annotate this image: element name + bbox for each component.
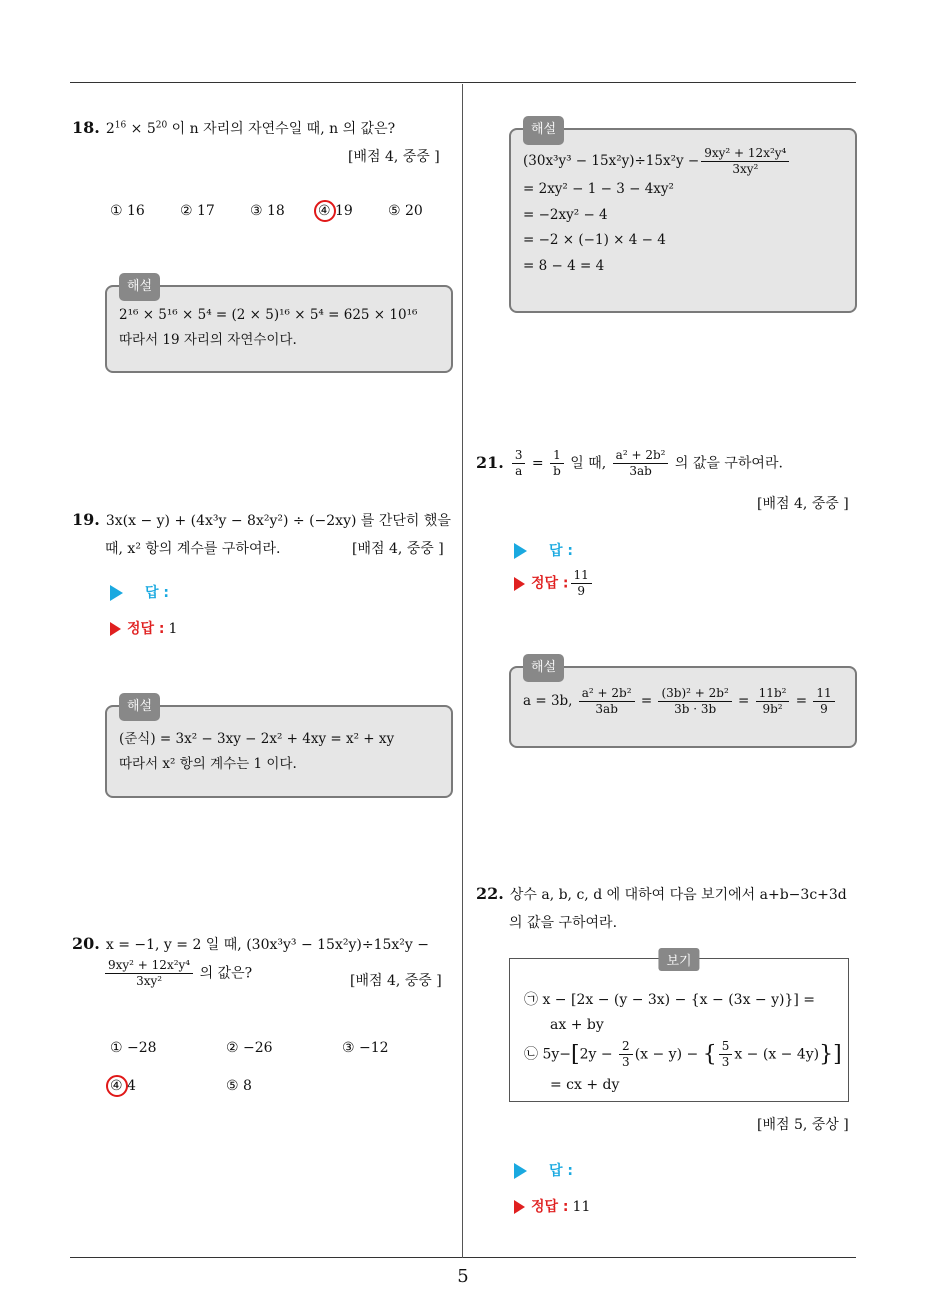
q18-selected-mark-icon (314, 200, 336, 222)
q22-item-2-line-2: = cx + dy (550, 1077, 620, 1093)
q22-number: 22. (476, 884, 504, 903)
q19-question-line-1: 19. 3x(x − y) + (4x³y − 8x²y²) ÷ (−2xy) 를 간단히 했을 (72, 510, 451, 529)
q18-score: [배점 4, 중중 ] (348, 149, 440, 165)
outline-triangle-icon (110, 622, 121, 636)
q18-explanation-line-1: 2¹⁶ × 5¹⁶ × 5⁴ = (2 × 5)¹⁶ × 5⁴ = 625 × 10¹⁶ (119, 307, 418, 323)
column-divider (462, 84, 463, 1258)
q18-choices (110, 203, 450, 227)
q18-choice-4[interactable]: ④ 19 (318, 203, 353, 219)
q20-explanation-fraction: $\frac{\text{9xy² + 12x²y⁴}}{\text{3xy²}}$ (701, 146, 789, 177)
q21-number: 21. (476, 452, 504, 472)
q20-explanation-tag: 해설 (523, 116, 564, 145)
top-rule (70, 82, 856, 83)
q22-item-2: ㉡ 5y−[2y − $\frac{2}{3}$ (x − y) − { $\frac{5}{3}$ x − (x − 4y)}] (524, 1039, 842, 1069)
q21-explanation-box (509, 660, 857, 748)
q21-correct-fraction: $\frac{11}{9}$ (571, 568, 592, 599)
q18-choice-2[interactable]: ② 17 (180, 203, 215, 219)
outline-triangle-icon (514, 577, 525, 591)
q20-choice-5[interactable]: ⑤ 8 (226, 1078, 252, 1094)
q20-score: [배점 4, 중중 ] (350, 973, 442, 989)
q18-choice-5[interactable]: ⑤ 20 (388, 203, 423, 219)
q21-explanation-line: a = 3b, $\frac{\text{a² + 2b²}}{3ab}$ = $\frac{\text{(3b)² + 2b²}}{3b \cdot 3b}$ = $\frac{\text{11b²}}{\text{9b²}}$ = $\frac{11}{9}$ (523, 686, 843, 717)
q22-item-1-line-2: ax + by (550, 1017, 604, 1033)
q22-correct-answer: 정답 : 11 (514, 1196, 590, 1216)
q21-question: 21. $\frac{3}{a}$ = $\frac{1}{b}$ 일 때, $\frac{\text{a² + 2b²}}{3ab}$ 의 값을 구하여라. (476, 448, 783, 478)
q20-choice-3[interactable]: ③ −12 (342, 1040, 389, 1056)
q20-fraction: $\frac{\text{9xy² + 12x²y⁴}}{\text{3xy²}}$ (105, 958, 193, 989)
q22-example-tag: 보기 (658, 948, 699, 971)
q20-explanation-box (509, 122, 857, 313)
q22-answer[interactable]: 답 : (514, 1160, 573, 1180)
q21-correct-answer: 정답 : $\frac{11}{9}$ (514, 568, 594, 599)
q20-explanation-line-1: (30x³y³ − 15x²y)÷15x²y − $\frac{\text{9xy² + 12x²y⁴}}{\text{3xy²}}$ (523, 146, 843, 177)
outline-triangle-icon (514, 1200, 525, 1214)
q18-explanation-box (105, 279, 453, 373)
page-number: 5 (457, 1266, 469, 1287)
q19-answer[interactable]: 답 : (110, 582, 169, 602)
q19-score: [배점 4, 중중 ] (352, 541, 444, 557)
q19-explanation-line-2: 따라서 x² 항의 계수는 1 이다. (119, 755, 297, 772)
q20-question-line-1: 20. x = −1, y = 2 일 때, (30x³y³ − 15x²y)÷15x²y − (72, 934, 429, 953)
q20-explanation-step-3: = −2 × (−1) × 4 − 4 (523, 232, 666, 249)
q20-explanation-step-1: = 2xy² − 1 − 3 − 4xy² (523, 181, 674, 197)
q21-answer[interactable]: 답 : (514, 540, 573, 560)
q22-question-line-1: 22. 상수 a, b, c, d 에 대하여 다음 보기에서 a+b−3c+3d (476, 884, 847, 903)
q18-choice-1[interactable]: ① 16 (110, 203, 145, 219)
q22-item-1: ㉠ x − [2x − (y − 3x) − {x − (3x − y)}] = (524, 992, 816, 1008)
q18-question: 18. $2^{16} \times 5^{20}$ 이 n 자리의 자연수일 때, n 의 값은? (72, 118, 396, 137)
q22-score: [배점 5, 중상 ] (757, 1117, 849, 1133)
play-icon (514, 543, 527, 559)
play-icon (514, 1163, 527, 1179)
q18-number: 18. (72, 118, 100, 137)
q19-explanation-line-1: (준식) = 3x² − 3xy − 2x² + 4xy = x² + xy (119, 731, 395, 747)
q19-explanation-tag: 해설 (119, 693, 160, 721)
q20-choices (110, 1040, 450, 1104)
q20-choice-1[interactable]: ① −28 (110, 1040, 157, 1056)
q19-question-line-2: 때, x² 항의 계수를 구하여라. (105, 541, 281, 557)
q20-choice-4[interactable]: ④ 4 (110, 1078, 136, 1094)
q20-number: 20. (72, 934, 100, 953)
q19-correct-answer: 정답 : 1 (110, 618, 177, 638)
q20-choice-2[interactable]: ② −26 (226, 1040, 273, 1056)
q18-explanation-line-2: 따라서 19 자리의 자연수이다. (119, 331, 297, 348)
q20-question-line-2: $\frac{\text{9xy² + 12x²y⁴}}{\text{3xy²}}$ 의 값은? (103, 958, 252, 989)
q18-explanation-tag: 해설 (119, 273, 160, 301)
bottom-rule (70, 1257, 856, 1258)
q22-question-line-2: 의 값을 구하여라. (509, 915, 618, 931)
play-icon (110, 585, 123, 601)
q20-selected-mark-icon (106, 1075, 128, 1097)
q19-number: 19. (72, 510, 100, 529)
q20-explanation-step-2: = −2xy² − 4 (523, 206, 608, 223)
q21-score: [배점 4, 중중 ] (757, 496, 849, 512)
q19-explanation-box (105, 699, 453, 798)
q21-explanation-tag: 해설 (523, 654, 564, 682)
q18-choice-3[interactable]: ③ 18 (250, 203, 285, 219)
q20-explanation-step-4: = 8 − 4 = 4 (523, 257, 605, 274)
q22-example-box (509, 954, 849, 1102)
